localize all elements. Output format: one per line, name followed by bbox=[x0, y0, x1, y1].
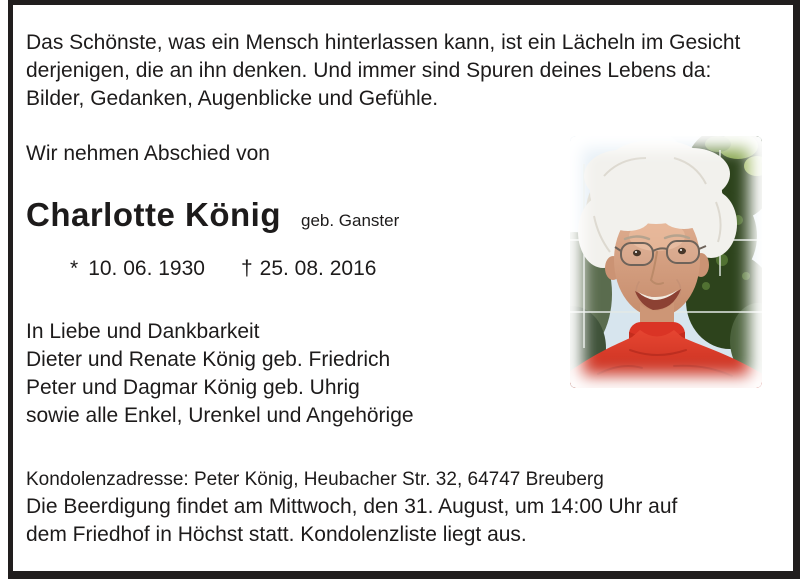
family-line: Dieter und Renate König geb. Friedrich bbox=[26, 348, 391, 371]
condolence-address-line: Kondolenzadresse: Peter König, Heubacher Str. 32, 64747 Breuberg bbox=[26, 469, 604, 490]
family-line: sowie alle Enkel, Urenkel und Angehörige bbox=[26, 404, 414, 427]
deceased-name: Charlotte König bbox=[26, 196, 281, 233]
birth-date-group bbox=[70, 255, 205, 283]
death-cross-symbol: † bbox=[240, 257, 253, 280]
epigraph-line: derjenigen, die an ihn denken. Und immer sind Spuren deines Lebens da: bbox=[26, 59, 712, 82]
birth-star-symbol: * bbox=[70, 257, 79, 280]
deceased-name-row bbox=[26, 196, 399, 234]
birth-date: 10. 06. 1930 bbox=[88, 257, 205, 280]
funeral-info-line: Die Beerdigung findet am Mittwoch, den 31. August, um 14:00 Uhr auf bbox=[26, 495, 678, 518]
death-date: 25. 08. 2016 bbox=[259, 257, 377, 280]
family-line: In Liebe und Dankbarkeit bbox=[26, 320, 260, 343]
family-line: Peter und Dagmar König geb. Uhrig bbox=[26, 376, 360, 399]
funeral-info-line: dem Friedhof in Höchst statt. Kondolenzliste liegt aus. bbox=[26, 523, 527, 546]
funeral-info bbox=[26, 493, 677, 549]
maiden-name: geb. Ganster bbox=[300, 211, 400, 230]
epigraph-line: Das Schönste, was ein Mensch hinterlassen kann, ist ein Lächeln im Gesicht bbox=[26, 31, 741, 54]
portrait-illustration bbox=[570, 136, 762, 388]
farewell-intro: Wir nehmen Abschied von bbox=[26, 142, 270, 165]
epigraph-line: Bilder, Gedanken, Augenblicke und Gefühle. bbox=[26, 87, 439, 110]
mourning-family bbox=[26, 318, 414, 430]
epigraph bbox=[26, 29, 740, 113]
death-date-group bbox=[241, 255, 376, 283]
portrait-photo bbox=[570, 136, 762, 388]
life-dates bbox=[70, 255, 376, 283]
